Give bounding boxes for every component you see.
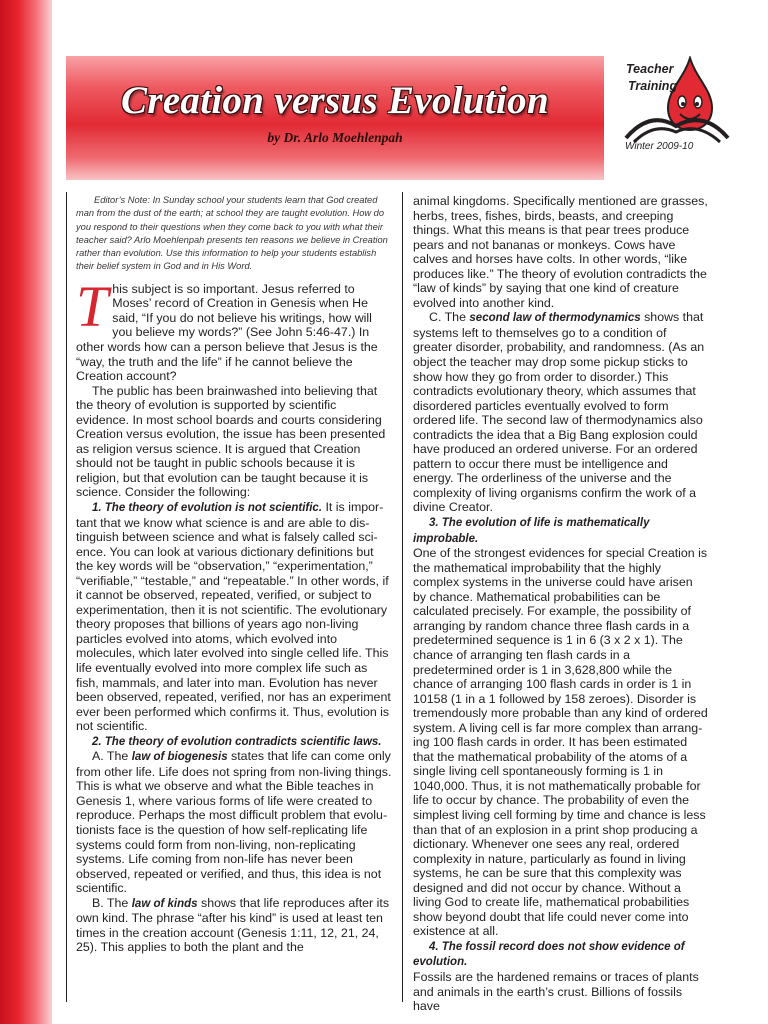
section-4-heading: 4. The fossil record does not show evidence of evolution. <box>413 940 685 969</box>
section-1-heading: 1. The theory of evolution is not scientific. <box>92 501 323 514</box>
issue-date: Winter 2009-10 <box>625 141 694 152</box>
section-1 <box>66 500 392 734</box>
section-2a-text: states that life can come only from other life. Life does not spring from non-living things. This is what we observe and what the Bible teaches in Genesis 1, where various forms of life were created to reproduce. Perhaps the most difficult problem that evolutionists face is the question of how self-replicating life systems could form from non-living, non-replicating systems. Life coming from non-life has never been observed, repeated or verified, and thus, this idea is not scientific. <box>76 749 392 896</box>
term-law-of-kinds: law of kinds <box>131 897 198 910</box>
section-2c-text: shows that systems left to themselves go to a condition of greater disorder, probability, and randomness. (As an object the teacher may drop some pickup sticks to show how they go from order to disorder.) This contradicts evolutionary theory, which assumes that disordered particles eventually evolved to form ordered life. The second law of thermodynamics also contradicts the idea that a Big Bang explosion could have produced an ordered universe. For an ordered pattern to occur there must be intelligence and energy. The orderliness of the universe and the complexity of living organisms confirm the work of a divine Creator. <box>413 310 705 515</box>
term-second-law-thermodynamics: second law of thermodynamics <box>469 312 641 325</box>
section-1-text: It is important that we know what science is and are able to distinguish between science and what is falsely called science. You can look at various dictionary definitions but the key words will be “observation,” “experimentation,” “verifiable,” “testable,” and “repeatable.” In other words, if it cannot be observed, repeated, verified, or subject to experimentation, then it is not scientific. The evolutionary theory proposes that billions of years ago non-living particles evolved into atoms, which evolved into molecules, which later evolved into single celled life. This life eventually evolved into more complex life such as fish, mammals, and later into man. Evolution has never been observed, repeated, verified, nor has an experiment ever been performed which confirms it. Thus, evolution is not scientific. <box>76 499 391 734</box>
intro-paragraph <box>66 273 392 384</box>
logo-text-training: Training <box>628 79 678 93</box>
article-column-left <box>66 194 392 955</box>
section-2c-prefix: C. The <box>429 310 470 325</box>
paragraph-public: The public has been brainwashed into believing that the theory of evolution is supported by scientific evidence. In most school boards and courts considering Creation versus evolution, the issue has been presented as religion versus science. It is argued that Creation should not be taught in public schools because it is religion, but that evolution can be taught because it is science. Consider the following: <box>76 383 386 500</box>
section-2-heading-line <box>66 734 392 750</box>
article-column-right <box>413 194 709 1014</box>
term-law-of-biogenesis: law of biogenesis <box>131 751 228 764</box>
section-2b-text: shows that life reproduces after its own kind. The phrase “after his kind” is used at least ten times in the creation account (Genesis 1:11, 12, 21, 24, 25). This applies to both the plant and the <box>76 895 390 955</box>
intro-text: his subject is so important. Jesus referred to Moses’ record of Creation in Genesis when He said, “If you do not believe his writings, how will you believe my words?” (See John 5:46-47.) In other words how can a person believe that Jesus is the “way, the truth and the life” if he cannot believe the Creation account? <box>76 281 378 384</box>
section-2-heading: 2. The theory of evolution contradicts scientific laws. <box>92 735 382 748</box>
section-2a-prefix: A. The <box>92 749 132 764</box>
section-3-heading-line <box>413 515 709 546</box>
section-2c <box>413 310 709 515</box>
section-2b-prefix: B. The <box>92 895 132 910</box>
section-2a <box>66 749 392 895</box>
section-4-heading-line <box>413 939 709 970</box>
teacher-training-logo <box>612 56 732 154</box>
author-byline: by Dr. Arlo Moehlenpah <box>267 130 403 145</box>
section-4-text: Fossils are the hardened remains or traces of plants and animals in the earth’s crust. Billions of fossils have <box>413 969 699 1014</box>
section-3-heading: 3. The evolution of life is mathematically improbable. <box>413 517 650 545</box>
logo-text-teacher: Teacher <box>626 62 674 76</box>
drop-cap: T <box>76 273 109 339</box>
section-2b-continued: animal kingdoms. Specifically mentioned are grasses, herbs, trees, fishes, birds, beasts, and creeping things. What this means is that pear trees produce pears and not bananas or monkeys. Cows have calves and horses have colts. In other words, “like produces like.” The theory of evolution contradicts the “law of kinds” by saying that one kind of creature evolved into another kind. <box>413 194 708 310</box>
section-3-text: One of the strongest evidences for special Creation is the mathematical improbability that the highly complex systems in the universe could have arisen by chance. Mathematical probabilities can be calculated precisely. For example, the possibility of arranging by random chance three flash cards in a predetermined sequence is 1 in 6 (3 x 2 x 1). The chance of arranging ten flash cards in a predetermined order is 1 in 3,628,800 while the chance of arranging 100 flash cards in order is 1 in 10158 (1 in a 1 followed by 158 zeroes). Disorder is tremendously more probable than any kind of ordered system. A living cell is far more complex than arranging 100 flash cards in order. It has been estimated that the mathematical probability of the atoms of a single living cell spontaneously forming is 1 in 1040,000. Thus, it is not mathematically probable for life to occur by chance. The probability of even the simplest living cell forming by time and chance is less than that of an explosion in a print shop producing a dictionary. Whenever one sees any real, ordered complexity in nature, particularly as found in living systems, he can be sure that this complexity was designed and did not occur by chance. Without a living God to create life, mathematical probabilities show beyond doubt that life could never come into existence at all. <box>413 546 708 939</box>
page-title: Creation versus Evolution <box>121 79 549 122</box>
column-divider <box>402 192 403 1002</box>
title-banner <box>66 56 604 180</box>
editor-note: Editor’s Note: In Sunday school your students learn that God created man from the dust of the earth; at school they are taught evolution. How do you respond to their questions when they come back to you with what their teacher said? Arlo Moehlenpah presents ten reasons we believe in Creation rather than evolution. Use this information to help your students establish their belief system in God and in His Word. <box>76 195 388 272</box>
left-accent-stripe <box>0 0 52 1024</box>
section-2b <box>66 896 392 955</box>
